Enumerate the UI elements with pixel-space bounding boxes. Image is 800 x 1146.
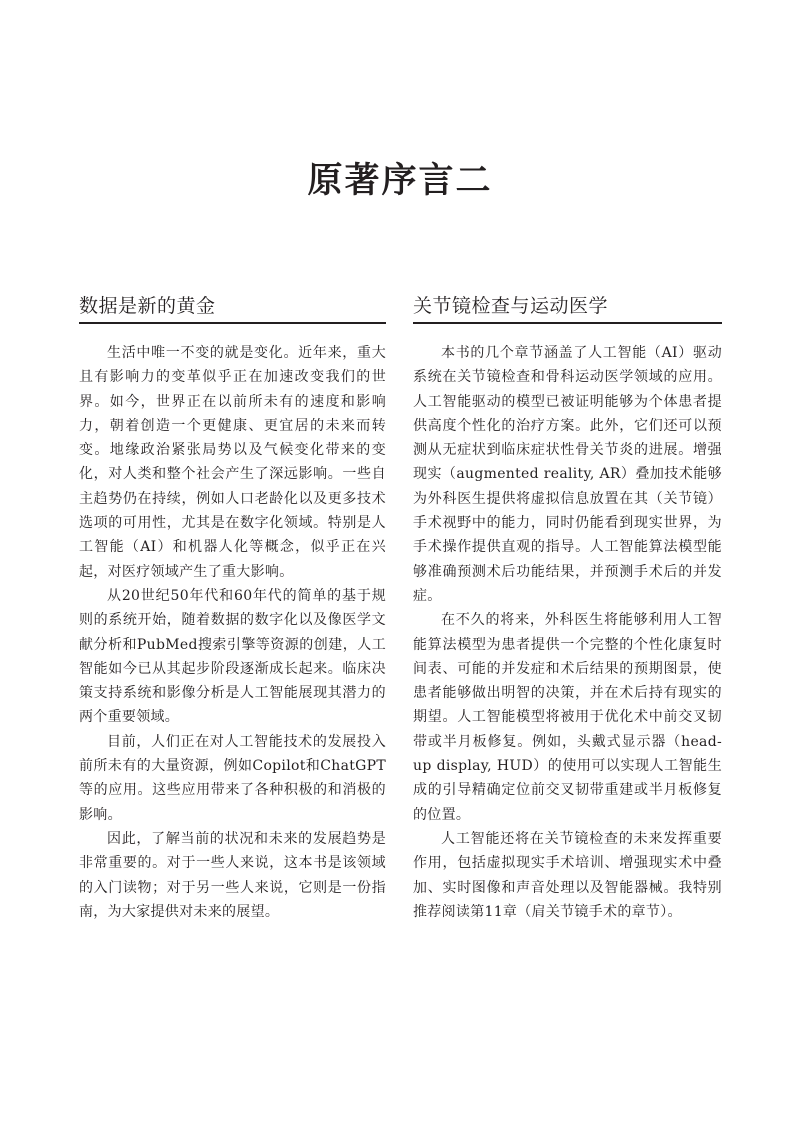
section-heading-arthroscopy: 关节镜检查与运动医学 [413, 292, 722, 324]
left-column-body [79, 341, 386, 924]
section-heading-data-gold: 数据是新的黄金 [79, 292, 386, 324]
paragraph: 从20世纪50年代和60年代的简单的基于规则的系统开始，随着数据的数字化以及像医学文献分析和PubMed搜索引擎等资源的创建，人工智能如今已从其起步阶段逐渐成长起来。临床决策支持系统和影像分析是人工智能展现其潜力的两个重要领域。 [79, 587, 386, 726]
paragraph: 目前，人们正在对人工智能技术的发展投入前所未有的大量资源，例如Copilot和ChatGPT等的应用。这些应用带来了各种积极的和消极的影响。 [79, 733, 386, 823]
left-column [79, 292, 386, 924]
right-column-body [413, 341, 722, 924]
paragraph: 本书的几个章节涵盖了人工智能（AI）驱动系统在关节镜检查和骨科运动医学领域的应用。人工智能驱动的模型已被证明能够为个体患者提供高度个性化的治疗方案。此外，它们还可以预测从无症状到临床症状性骨关节炎的进展。增强现实（augmented reality, AR）叠加技术能够为外科医生提供将虚拟信息放置在其（关节镜）手术视野中的能力，同时仍能看到现实世界，为手术操作提供直观的指导。人工智能算法模型能够准确预测术后功能结果，并预测手术后的并发症。 [413, 345, 722, 604]
paragraph: 人工智能还将在关节镜检查的未来发挥重要作用，包括虚拟现实手术培训、增强现实术中叠加、实时图像和声音处理以及智能器械。我特别推荐阅读第11章（肩关节镜手术的章节）。 [413, 830, 722, 920]
paragraph: 在不久的将来，外科医生将能够利用人工智能算法模型为患者提供一个完整的个性化康复时间表、可能的并发症和术后结果的预期图景，使患者能够做出明智的决策，并在术后持有现实的期望。人工智能模型将被用于优化术中前交叉韧带或半月板修复。例如，头戴式显示器（head-up display, HUD）的使用可以实现人工智能生成的引导精确定位前交叉韧带重建或半月板修复的位置。 [413, 612, 722, 823]
paragraph: 因此，了解当前的状况和未来的发展趋势是非常重要的。对于一些人来说，这本书是该领域的入门读物；对于另一些人来说，它则是一份指南，为大家提供对未来的展望。 [79, 830, 386, 920]
page-title: 原著序言二 [307, 160, 493, 202]
right-column [413, 292, 722, 924]
paragraph: 生活中唯一不变的就是变化。近年来，重大且有影响力的变革似乎正在加速改变我们的世界。如今，世界正在以前所未有的速度和影响力，朝着创造一个更健康、更宜居的未来而转变。地缘政治紧张局势以及气候变化带来的变化，对人类和整个社会产生了深远影响。一些自主趋势仍在持续，例如人口老龄化以及更多技术选项的可用性，尤其是在数字化领域。特别是人工智能（AI）和机器人化等概念，似乎正在兴起，对医疗领域产生了重大影响。 [79, 345, 386, 580]
